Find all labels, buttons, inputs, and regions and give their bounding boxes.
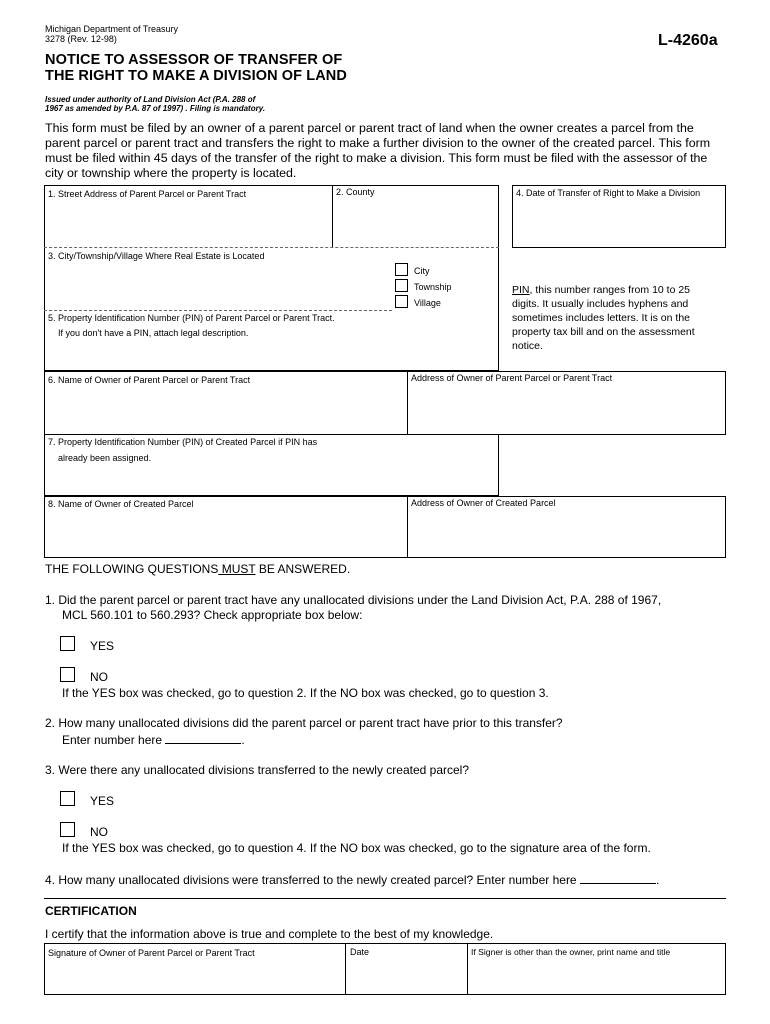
q1-yes-checkbox[interactable] bbox=[60, 636, 75, 651]
pin-note-line2: digits. It usually includes hyphens and bbox=[512, 298, 689, 310]
signer-name-title-field[interactable] bbox=[469, 960, 724, 993]
created-pin-sublabel: already been assigned. bbox=[58, 453, 152, 463]
form-title-line2: THE RIGHT TO MAKE A DIVISION OF LAND bbox=[45, 68, 347, 84]
certification-rule bbox=[44, 898, 726, 899]
transfer-date-label: 4. Date of Transfer of Right to Make a Division bbox=[516, 188, 701, 198]
question-1: 1. Did the parent parcel or parent tract have any unallocated divisions under the Land Division Act, P.A. 288 of 1967, bbox=[45, 593, 662, 607]
q3-instruction: If the YES box was checked, go to question 4. If the NO box was checked, go to the signature area of the form. bbox=[62, 841, 651, 855]
signer-name-title-label: If Signer is other than the owner, print name and title bbox=[471, 947, 671, 957]
question-4: 4. How many unallocated divisions were transferred to the newly created parcel? Enter number here . bbox=[45, 873, 660, 887]
street-address-label: 1. Street Address of Parent Parcel or Parent Tract bbox=[48, 189, 247, 199]
city-checkbox[interactable] bbox=[395, 263, 408, 276]
county-field[interactable] bbox=[335, 200, 497, 245]
village-option-label: Village bbox=[414, 298, 441, 308]
county-label: 2. County bbox=[336, 187, 375, 197]
form-title-line1: NOTICE TO ASSESSOR OF TRANSFER OF bbox=[45, 52, 343, 68]
transfer-date-field[interactable] bbox=[514, 200, 724, 246]
parent-pin-field[interactable] bbox=[46, 342, 497, 369]
city-township-village-field[interactable] bbox=[46, 264, 391, 308]
question-3: 3. Were there any unallocated divisions transferred to the newly created parcel? bbox=[45, 763, 470, 777]
date-field[interactable] bbox=[348, 960, 465, 993]
parent-owner-address-label: Address of Owner of Parent Parcel or Parent Tract bbox=[411, 373, 613, 383]
form-revision: 3278 (Rev. 12-98) bbox=[45, 34, 117, 44]
created-pin-label: 7. Property Identification Number (PIN) of Created Parcel if PIN has bbox=[48, 437, 318, 447]
q1-no-checkbox[interactable] bbox=[60, 667, 75, 682]
question-2: 2. How many unallocated divisions did the parent parcel or parent tract have prior to this transfer? bbox=[45, 716, 563, 730]
pin-note-line3: sometimes includes letters. It is on the bbox=[512, 312, 690, 324]
q3-yes-label: YES bbox=[90, 794, 115, 808]
city-township-village-label: 3. City/Township/Village Where Real Estate is Located bbox=[48, 251, 265, 261]
q1-instruction: If the YES box was checked, go to question 2. If the NO box was checked, go to question 3. bbox=[62, 686, 549, 700]
divider-county bbox=[332, 185, 333, 247]
divider-created-owner bbox=[407, 496, 408, 558]
pin-note-line1: , this number ranges from 10 to 25 bbox=[529, 284, 691, 296]
q4-number-field[interactable] bbox=[580, 872, 656, 884]
issued-authority-line1: Issued under authority of Land Division Act (P.A. 288 of bbox=[45, 95, 256, 104]
q3-yes-checkbox[interactable] bbox=[60, 791, 75, 806]
divider-row2 bbox=[44, 310, 392, 311]
signature-label: Signature of Owner of Parent Parcel or Parent Tract bbox=[48, 948, 255, 958]
parent-pin-sublabel: If you don't have a PIN, attach legal description. bbox=[58, 328, 249, 338]
township-option-label: Township bbox=[414, 282, 452, 292]
intro-line4: city or township where the property is located. bbox=[45, 166, 297, 180]
intro-paragraph bbox=[45, 121, 725, 181]
q3-no-label: NO bbox=[90, 825, 108, 839]
divider-signature bbox=[345, 943, 346, 995]
pin-term: PIN bbox=[512, 284, 530, 296]
intro-line1: This form must be filed by an owner of a parent parcel or parent tract of land when the owner creates a parcel from the bbox=[45, 121, 694, 135]
divider-parent-owner bbox=[407, 371, 408, 435]
question-2-line2: Enter number here . bbox=[62, 733, 245, 747]
parent-pin-label: 5. Property Identification Number (PIN) of Parent Parcel or Parent Tract. bbox=[48, 313, 335, 323]
certification-heading: CERTIFICATION bbox=[45, 904, 137, 918]
parent-owner-name-field[interactable] bbox=[46, 388, 405, 433]
created-owner-name-label: 8. Name of Owner of Created Parcel bbox=[48, 499, 194, 509]
village-checkbox[interactable] bbox=[395, 295, 408, 308]
q1-no-label: NO bbox=[90, 670, 108, 684]
certification-statement: I certify that the information above is true and complete to the best of my knowledge. bbox=[45, 927, 494, 941]
q2-number-field[interactable] bbox=[165, 732, 241, 744]
date-label: Date bbox=[350, 947, 370, 957]
divider-date bbox=[467, 943, 468, 995]
created-owner-address-label: Address of Owner of Created Parcel bbox=[411, 498, 556, 508]
questions-heading: THE FOLLOWING QUESTIONS MUST BE ANSWERED. bbox=[45, 562, 351, 576]
street-address-field[interactable] bbox=[46, 202, 330, 245]
parent-owner-name-label: 6. Name of Owner of Parent Parcel or Parent Tract bbox=[48, 375, 251, 385]
pin-note bbox=[512, 283, 724, 353]
pin-note-line5: notice. bbox=[512, 340, 543, 352]
intro-line2: parent parcel or parent tract and transfers the right to make a further division to the owner of the created parcel. This form bbox=[45, 136, 711, 150]
created-owner-address-field[interactable] bbox=[409, 511, 724, 556]
department-name: Michigan Department of Treasury bbox=[45, 24, 179, 34]
divider-row1 bbox=[44, 247, 499, 248]
question-1-line2: MCL 560.101 to 560.293? Check appropriate box below: bbox=[62, 608, 363, 622]
issued-authority-line2: 1967 as amended by P.A. 87 of 1997) . Filing is mandatory. bbox=[45, 104, 266, 113]
signature-field[interactable] bbox=[46, 960, 343, 993]
pin-note-line4: property tax bill and on the assessment bbox=[512, 326, 695, 338]
form-number: L-4260a bbox=[658, 32, 718, 49]
q1-yes-label: YES bbox=[90, 639, 115, 653]
created-pin-field[interactable] bbox=[46, 466, 497, 494]
parent-owner-address-field[interactable] bbox=[409, 386, 724, 433]
created-owner-name-field[interactable] bbox=[46, 512, 405, 556]
city-option-label: City bbox=[414, 266, 430, 276]
q3-no-checkbox[interactable] bbox=[60, 822, 75, 837]
township-checkbox[interactable] bbox=[395, 279, 408, 292]
intro-line3: must be filed within 45 days of the transfer of the right to make a division. This form must be filed with the assessor of the bbox=[45, 151, 708, 165]
